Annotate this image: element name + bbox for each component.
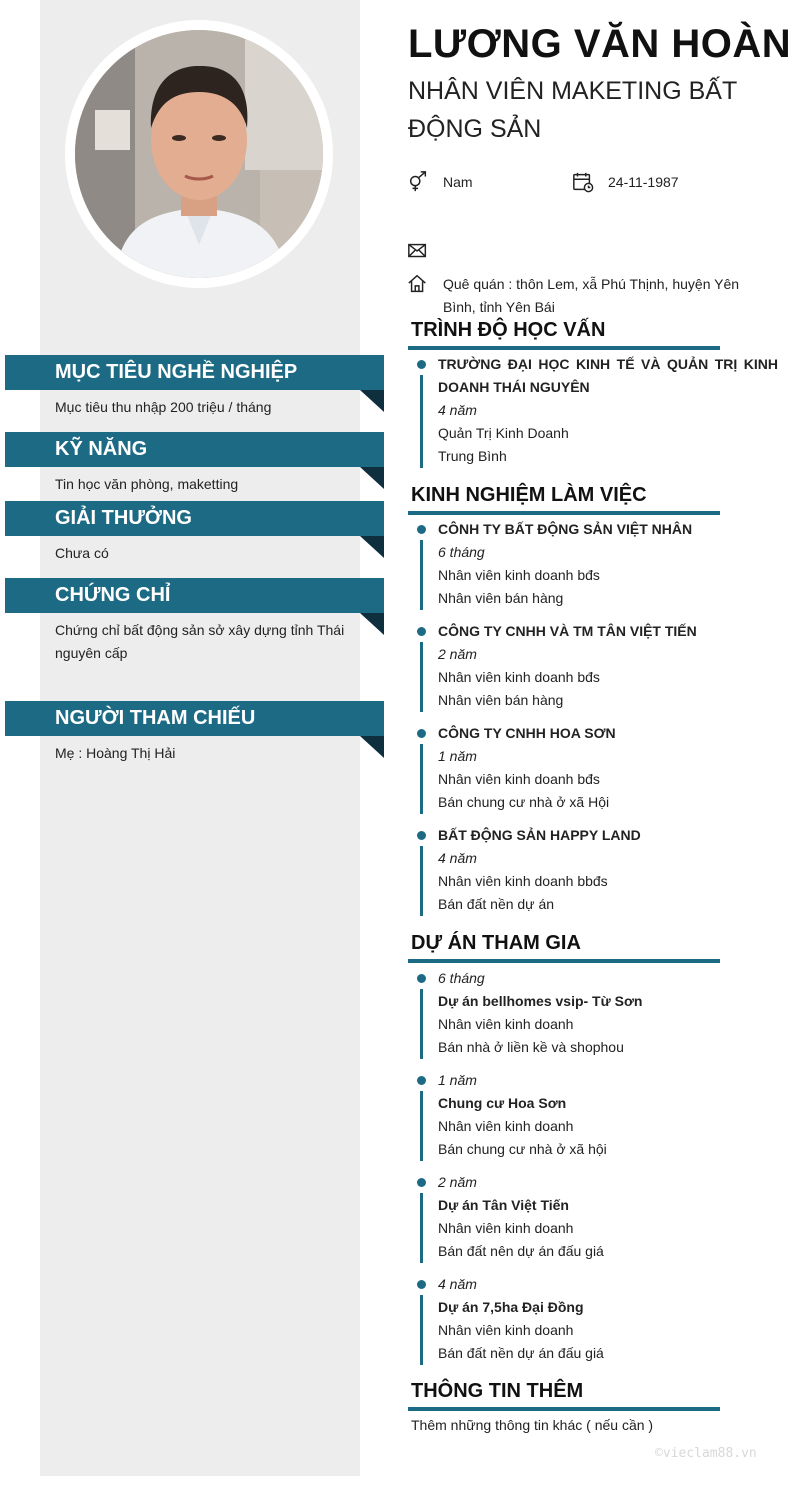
timeline-dot — [417, 974, 426, 983]
project-item — [408, 967, 778, 1059]
home-icon — [407, 273, 429, 295]
timeline-bar — [420, 375, 423, 468]
timeline-dot — [417, 627, 426, 636]
experience-description: Bán đất nền dự án — [438, 896, 555, 912]
project-item — [408, 1171, 778, 1263]
skills-title: KỸ NĂNG — [5, 432, 384, 467]
references-title: NGƯỜI THAM CHIẾU — [5, 701, 384, 736]
timeline-dot — [417, 729, 426, 738]
experience-position: Nhân viên kinh doanh bbđs — [438, 873, 608, 889]
timeline-bar — [420, 744, 423, 814]
certificates-ribbon-fold — [360, 613, 384, 635]
project-item — [408, 1069, 778, 1161]
company-name: BẤT ĐỘNG SẢN HAPPY LAND — [438, 827, 641, 843]
timeline-bar — [420, 642, 423, 712]
references-ribbon-fold — [360, 736, 384, 758]
awards-title: GIẢI THƯỞNG — [5, 501, 384, 536]
watermark: ©vieclam88.vn — [655, 1446, 757, 1461]
extra-info-title: THÔNG TIN THÊM — [411, 1380, 584, 1402]
experience-description: Bán chung cư nhà ở xã Hội — [438, 794, 610, 810]
project-description: Bán đất nền dự án đấu giá — [438, 1345, 604, 1361]
awards-text: Chưa có — [55, 545, 109, 561]
timeline-dot — [417, 1280, 426, 1289]
project-role: Nhân viên kinh doanh — [438, 1322, 574, 1338]
company-name: CÔNG TY CNHH VÀ TM TÂN VIỆT TIẾN — [438, 623, 697, 639]
experience-description: Nhân viên bán hàng — [438, 590, 564, 606]
experience-position: Nhân viên kinh doanh bđs — [438, 567, 600, 583]
timeline-dot — [417, 525, 426, 534]
candidate-name: LƯƠNG VĂN HOÀN — [408, 22, 792, 66]
project-role: Nhân viên kinh doanh — [438, 1016, 574, 1032]
project-name: Chung cư Hoa Sơn — [438, 1095, 567, 1111]
timeline-dot — [417, 1178, 426, 1187]
timeline-bar — [420, 1193, 423, 1263]
education-grade: Trung Bình — [438, 448, 507, 464]
certificates-text: Chứng chỉ bất động sản sở xây dựng tỉnh Thái nguyên cấp — [55, 622, 345, 661]
gender-value: Nam — [443, 174, 473, 190]
education-underline — [408, 346, 720, 350]
education-title: TRÌNH ĐỘ HỌC VẤN — [411, 319, 606, 341]
objective-ribbon-fold — [360, 390, 384, 412]
project-duration: 1 năm — [438, 1072, 477, 1088]
avatar-frame — [65, 20, 333, 288]
project-name: Dự án 7,5ha Đại Đồng — [438, 1299, 584, 1315]
avatar — [75, 30, 323, 278]
project-description: Bán đất nên dự án đấu giá — [438, 1243, 604, 1259]
project-role: Nhân viên kinh doanh — [438, 1220, 574, 1236]
experience-duration: 6 tháng — [438, 544, 485, 560]
experience-item — [408, 722, 778, 814]
company-name: CÔNG TY CNHH HOA SƠN — [438, 725, 616, 741]
school-name: TRƯỜNG ĐẠI HỌC KINH TẾ VÀ QUẢN TRỊ KINH DOANH THÁI NGUYÊN — [438, 356, 778, 395]
experience-duration: 1 năm — [438, 748, 477, 764]
project-duration: 6 tháng — [438, 970, 485, 986]
timeline-bar — [420, 1091, 423, 1161]
timeline-bar — [420, 989, 423, 1059]
skills-text: Tin học văn phòng, maketting — [55, 476, 239, 492]
calendar-icon — [572, 171, 594, 193]
dob-value: 24-11-1987 — [608, 174, 679, 190]
timeline-bar — [420, 1295, 423, 1365]
project-name: Dự án Tân Việt Tiến — [438, 1197, 569, 1213]
project-duration: 4 năm — [438, 1276, 477, 1292]
timeline-dot — [417, 831, 426, 840]
education-major: Quản Trị Kinh Doanh — [438, 425, 569, 441]
experience-title: KINH NGHIỆM LÀM VIỆC — [411, 484, 647, 506]
education-item — [408, 353, 778, 468]
project-role: Nhân viên kinh doanh — [438, 1118, 574, 1134]
awards-ribbon-fold — [360, 536, 384, 558]
objective-title: MỤC TIÊU NGHỀ NGHIỆP — [5, 355, 384, 390]
envelope-icon — [407, 240, 429, 262]
education-duration: 4 năm — [438, 402, 477, 418]
certificates-title: CHỨNG CHỈ — [5, 578, 384, 613]
experience-item — [408, 620, 778, 712]
extra-info-text: Thêm những thông tin khác ( nếu cần ) — [411, 1417, 654, 1433]
objective-text: Mục tiêu thu nhập 200 triệu / tháng — [55, 399, 272, 415]
company-name: CÔNH TY BẤT ĐỘNG SẢN VIỆT NHÂN — [438, 521, 693, 537]
experience-duration: 4 năm — [438, 850, 477, 866]
gender-icon — [407, 171, 429, 193]
experience-position: Nhân viên kinh doanh bđs — [438, 669, 600, 685]
timeline-dot — [417, 1076, 426, 1085]
project-description: Bán chung cư nhà ở xã hội — [438, 1141, 607, 1157]
extra-info-underline — [408, 1407, 720, 1411]
timeline-dot — [417, 360, 426, 369]
project-duration: 2 năm — [438, 1174, 477, 1190]
projects-title: DỰ ÁN THAM GIA — [411, 932, 581, 954]
references-text: Mẹ : Hoàng Thị Hải — [55, 745, 176, 761]
timeline-bar — [420, 540, 423, 610]
address-value: Quê quán : thôn Lem, xẫ Phú Thịnh, huyện Yên Bình, tỉnh Yên Bái — [443, 276, 740, 315]
experience-underline — [408, 511, 720, 515]
candidate-role: NHÂN VIÊN MAKETING BẤT ĐỘNG SẢN — [408, 77, 737, 143]
experience-item — [408, 518, 778, 610]
skills-ribbon-fold — [360, 467, 384, 489]
experience-description: Nhân viên bán hàng — [438, 692, 564, 708]
projects-underline — [408, 959, 720, 963]
experience-duration: 2 năm — [438, 646, 477, 662]
experience-item — [408, 824, 778, 916]
project-name: Dự án bellhomes vsip- Từ Sơn — [438, 993, 643, 1009]
experience-position: Nhân viên kinh doanh bđs — [438, 771, 600, 787]
project-item — [408, 1273, 778, 1365]
project-description: Bán nhà ở liền kề và shophou — [438, 1039, 624, 1055]
timeline-bar — [420, 846, 423, 916]
